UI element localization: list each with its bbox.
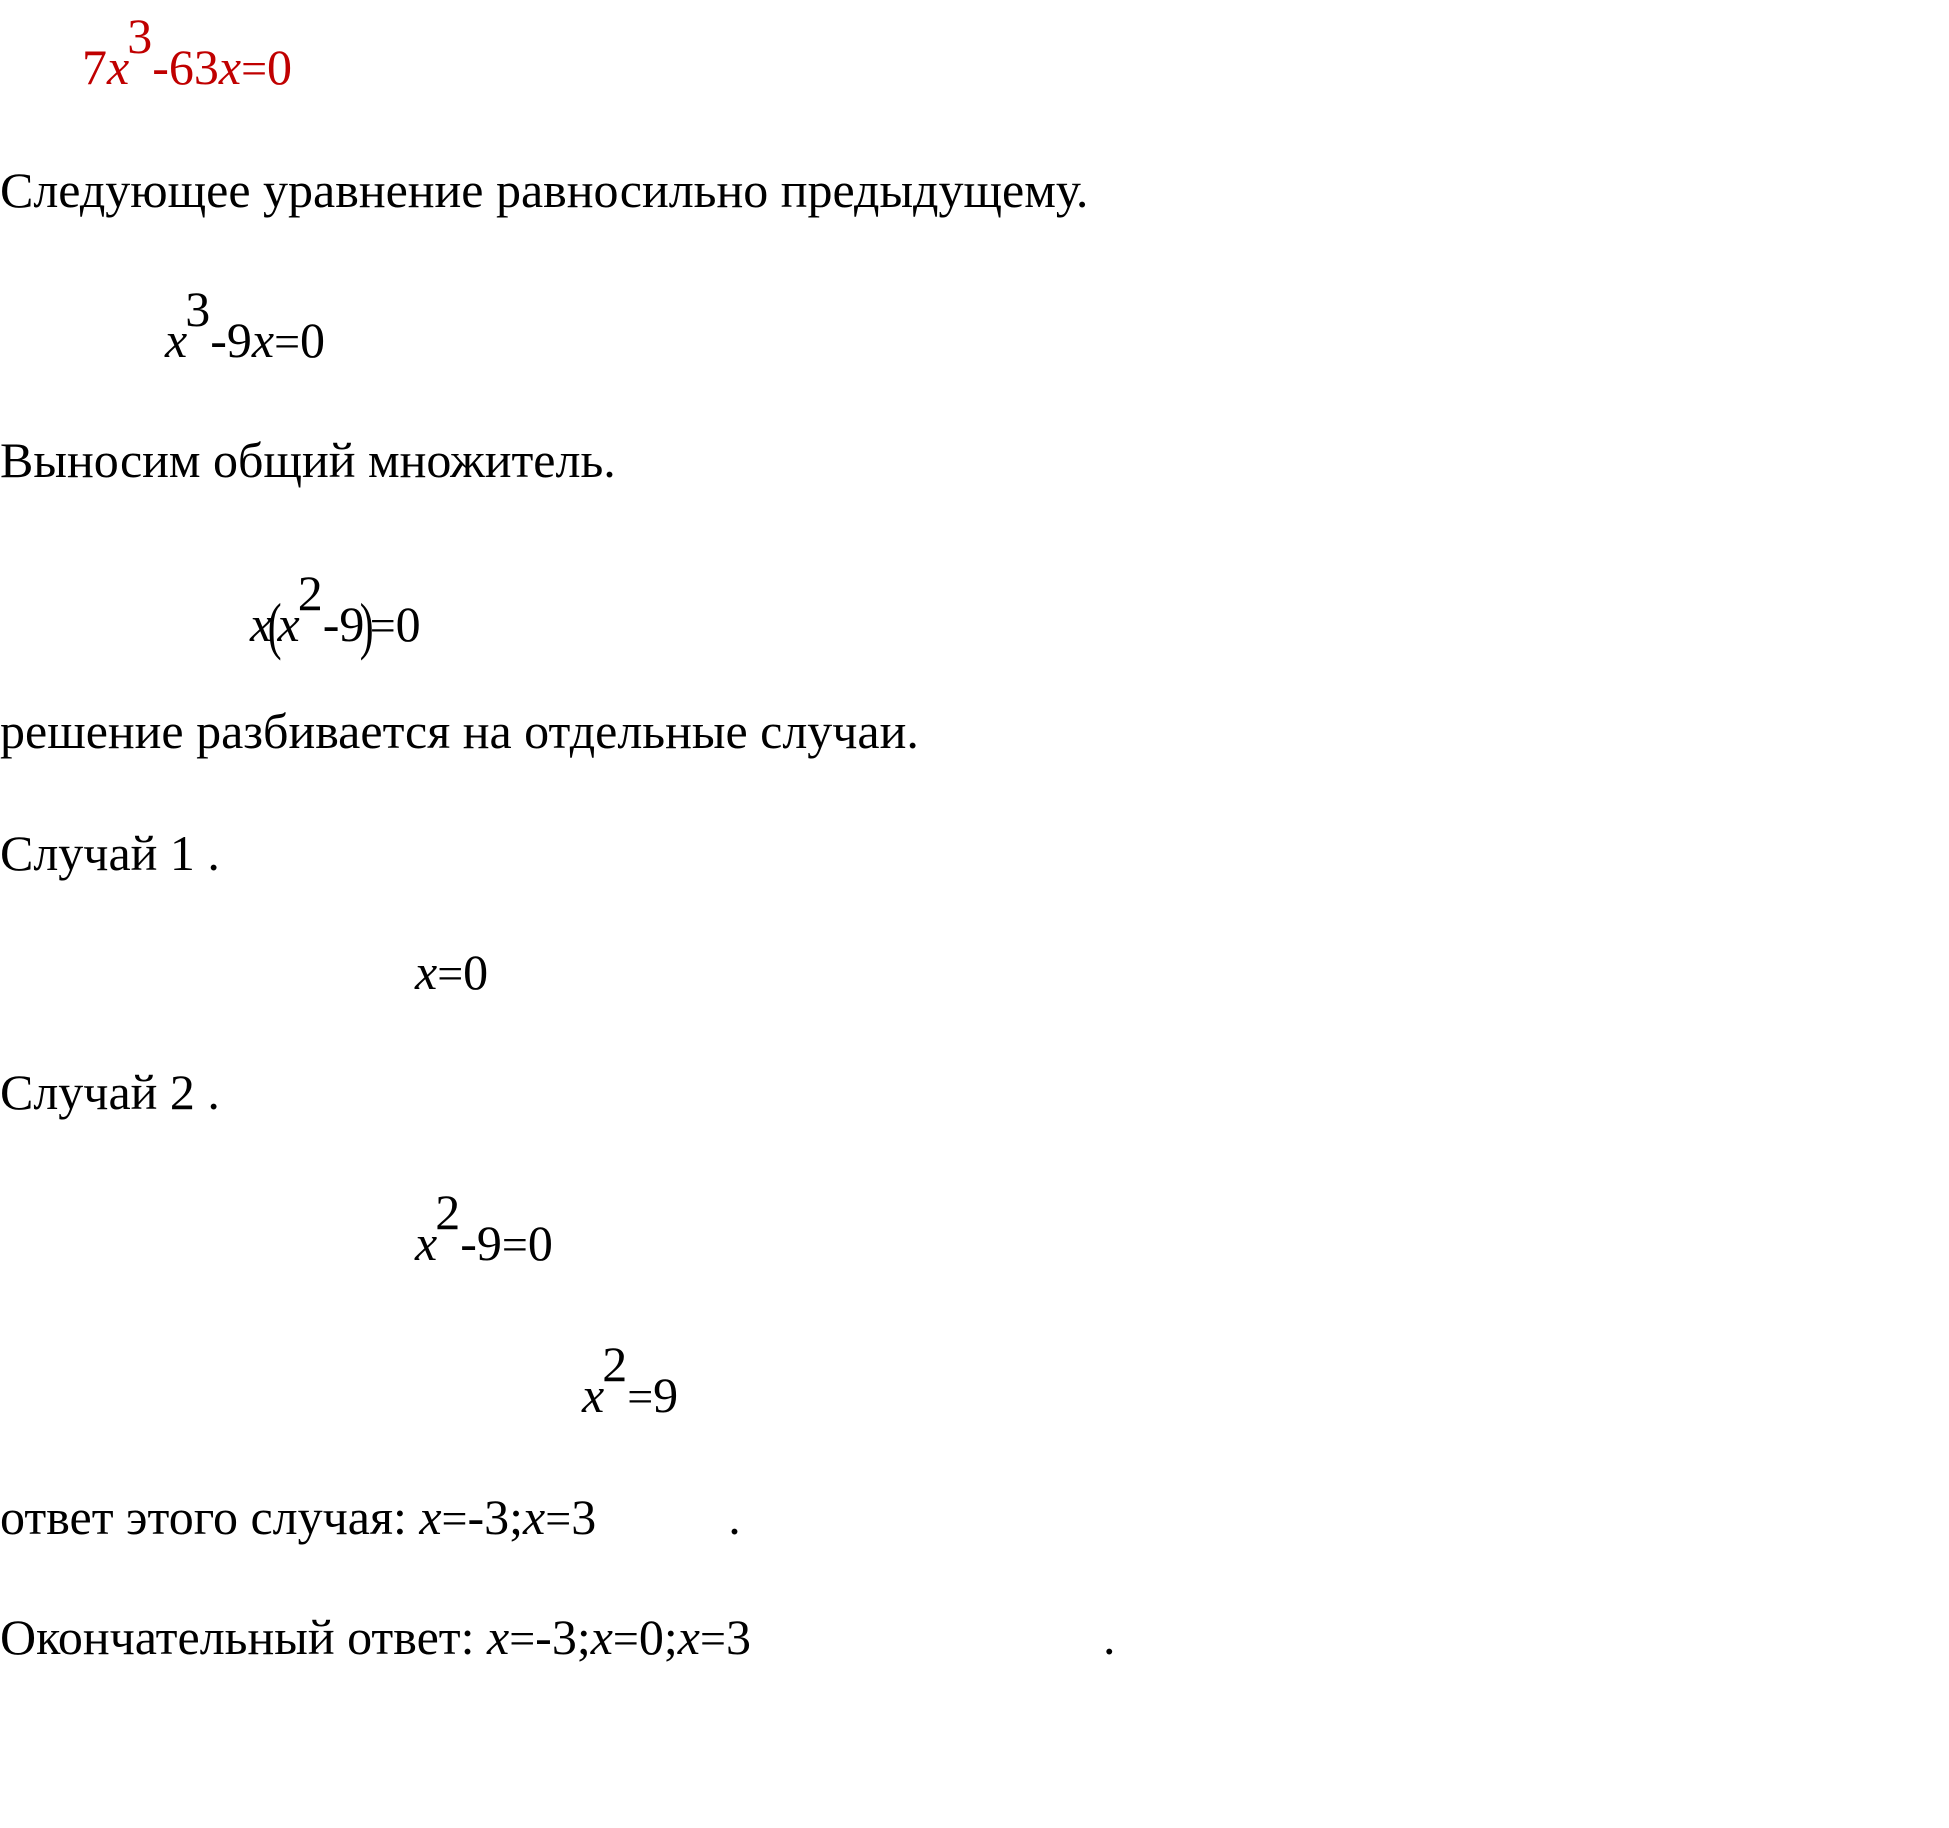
case-answer-var-2: x — [523, 1489, 546, 1545]
case-2-heading: Случай 2 . — [0, 1064, 220, 1120]
case-answer-value-2: 3 — [571, 1489, 597, 1545]
eq3-inner-variable: x — [277, 596, 300, 652]
eq3-rhs: 0 — [395, 596, 421, 652]
equation-factored — [250, 565, 421, 661]
text-split-cases: решение разбивается на отдельные случаи. — [0, 703, 919, 759]
eq6-rhs: 9 — [653, 1367, 679, 1423]
final-answer-equals-2: = — [612, 1613, 639, 1664]
eq2-rhs: 0 — [300, 312, 326, 368]
final-answer-equals-1: = — [509, 1613, 536, 1664]
case-answer-equals-2: = — [545, 1493, 572, 1544]
text-factor-out: Выносим общий множитель. — [0, 432, 616, 488]
eq6-exponent: 2 — [602, 1336, 628, 1392]
eq1-variable-2: x — [218, 39, 242, 95]
final-answer-var-3: x — [677, 1609, 700, 1665]
eq2-variable-2: x — [251, 312, 275, 368]
eq1-coefficient: 7 — [82, 39, 107, 95]
eq1-variable: x — [107, 39, 130, 95]
eq1-middle-term: -63 — [152, 39, 219, 95]
eq3-variable: x — [250, 596, 273, 652]
eq3-middle-term: -9 — [322, 596, 365, 652]
equation-simplified — [165, 281, 326, 368]
eq4-equals: = — [437, 948, 464, 999]
case-answer-line — [0, 1489, 741, 1545]
eq5-rhs: 0 — [527, 1215, 553, 1271]
final-answer-line — [0, 1609, 1116, 1665]
eq5-variable: x — [415, 1215, 438, 1271]
final-answer-value-2: 0; — [638, 1609, 678, 1665]
eq2-middle-term: -9 — [210, 312, 252, 368]
final-answer-label: Окончательный ответ: — [0, 1609, 488, 1665]
eq4-variable: x — [415, 944, 438, 1000]
eq1-exponent: 3 — [127, 8, 153, 64]
eq3-exponent: 2 — [297, 565, 323, 621]
eq5-equals: = — [501, 1219, 528, 1270]
eq3-equals: = — [369, 600, 396, 651]
eq6-variable: x — [582, 1367, 605, 1423]
case-answer-label: ответ этого случая: — [0, 1489, 420, 1545]
eq3-left-paren: ( — [267, 590, 282, 661]
equation-case1 — [415, 944, 489, 1000]
eq5-exponent: 2 — [435, 1184, 461, 1240]
equation-original — [82, 8, 293, 95]
equation-case2-solved — [582, 1336, 679, 1423]
case-1-heading: Случай 1 . — [0, 825, 220, 881]
eq4-rhs: 0 — [463, 944, 489, 1000]
case-answer-period: . — [728, 1489, 741, 1545]
final-answer-value-3: 3 — [725, 1609, 751, 1665]
equation-case2 — [415, 1184, 553, 1271]
case-answer-equals-1: = — [441, 1493, 468, 1544]
eq2-variable: x — [165, 312, 188, 368]
eq5-middle-term: -9 — [460, 1215, 502, 1271]
eq1-equals: = — [241, 43, 268, 94]
eq2-equals: = — [274, 316, 301, 367]
final-answer-var-1: x — [487, 1609, 510, 1665]
eq1-rhs: 0 — [267, 39, 293, 95]
final-answer-period: . — [1102, 1609, 1116, 1665]
eq2-exponent: 3 — [185, 281, 211, 337]
case-answer-var-1: x — [419, 1489, 442, 1545]
eq6-equals: = — [627, 1371, 654, 1422]
eq3-right-paren: ) — [360, 590, 374, 661]
final-answer-equals-3: = — [699, 1613, 726, 1664]
final-answer-value-1: -3; — [535, 1609, 591, 1665]
text-equivalent: Следующее уравнение равносильно предыдущему. — [0, 162, 1089, 218]
final-answer-var-2: x — [590, 1609, 613, 1665]
case-answer-value-1: -3; — [467, 1489, 524, 1545]
